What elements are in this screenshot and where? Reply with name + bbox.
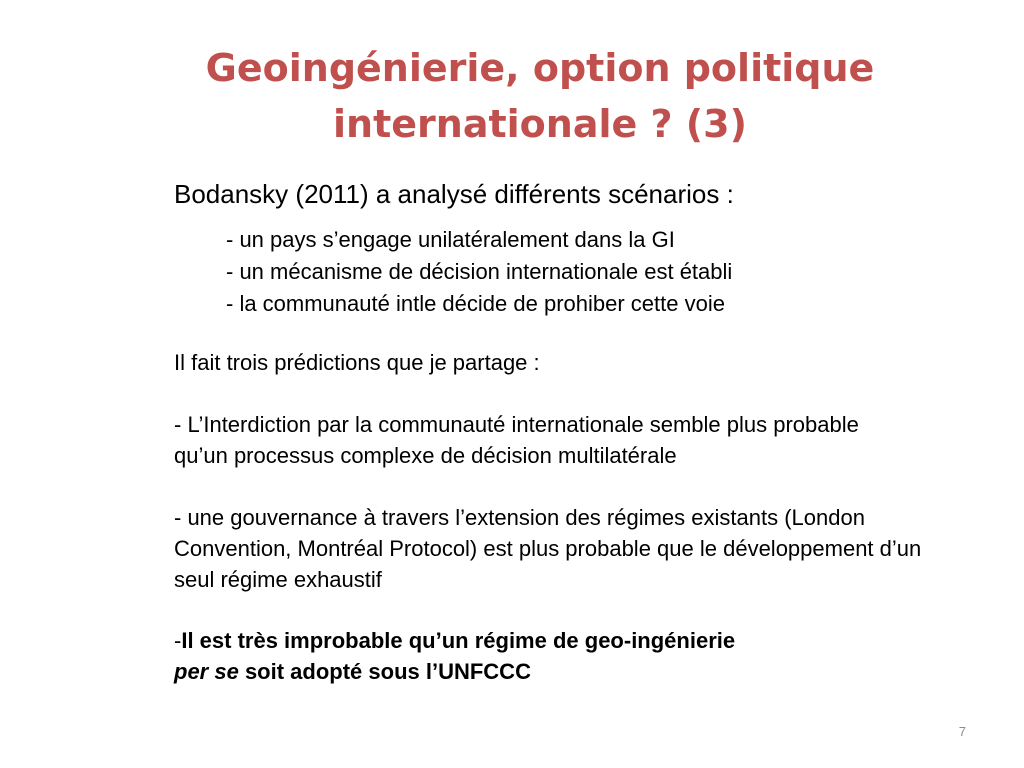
slide-title-line-1: Geoingénierie, option politique [205,46,875,90]
page-number: 7 [958,724,966,739]
prediction-3-dash: - [174,628,182,653]
prediction-3 [174,625,934,687]
prediction-2: - une gouvernance à travers l’extension des régimes existants (London Convention, Montréal Protocol) est plus probable que le développement d’un seul régime exhaustif [174,505,922,592]
prediction-3-italic: per se [174,659,239,684]
slide-title [100,40,980,152]
predictions-intro: Il fait trois prédictions que je partage : [174,350,540,375]
scenario-item: - un pays s’engage unilatéralement dans la GI [226,227,675,252]
scenario-item: - un mécanisme de décision internationale est établi [226,259,733,284]
prediction-3-end: soit adopté sous l’UNFCCC [238,659,531,684]
scenario-item: - la communauté intle décide de prohiber cette voie [226,291,725,316]
scenario-list [226,224,986,320]
slide-title-line-2: internationale ? (3) [333,102,747,146]
prediction-1: - L’Interdiction par la communauté internationale semble plus probable qu’un processus complexe de décision multilatérale [174,412,859,468]
intro-text: Bodansky (2011) a analysé différents scénarios : [174,179,734,209]
prediction-3-bold: Il est très improbable qu’un régime de geo-ingénierie [181,628,736,653]
